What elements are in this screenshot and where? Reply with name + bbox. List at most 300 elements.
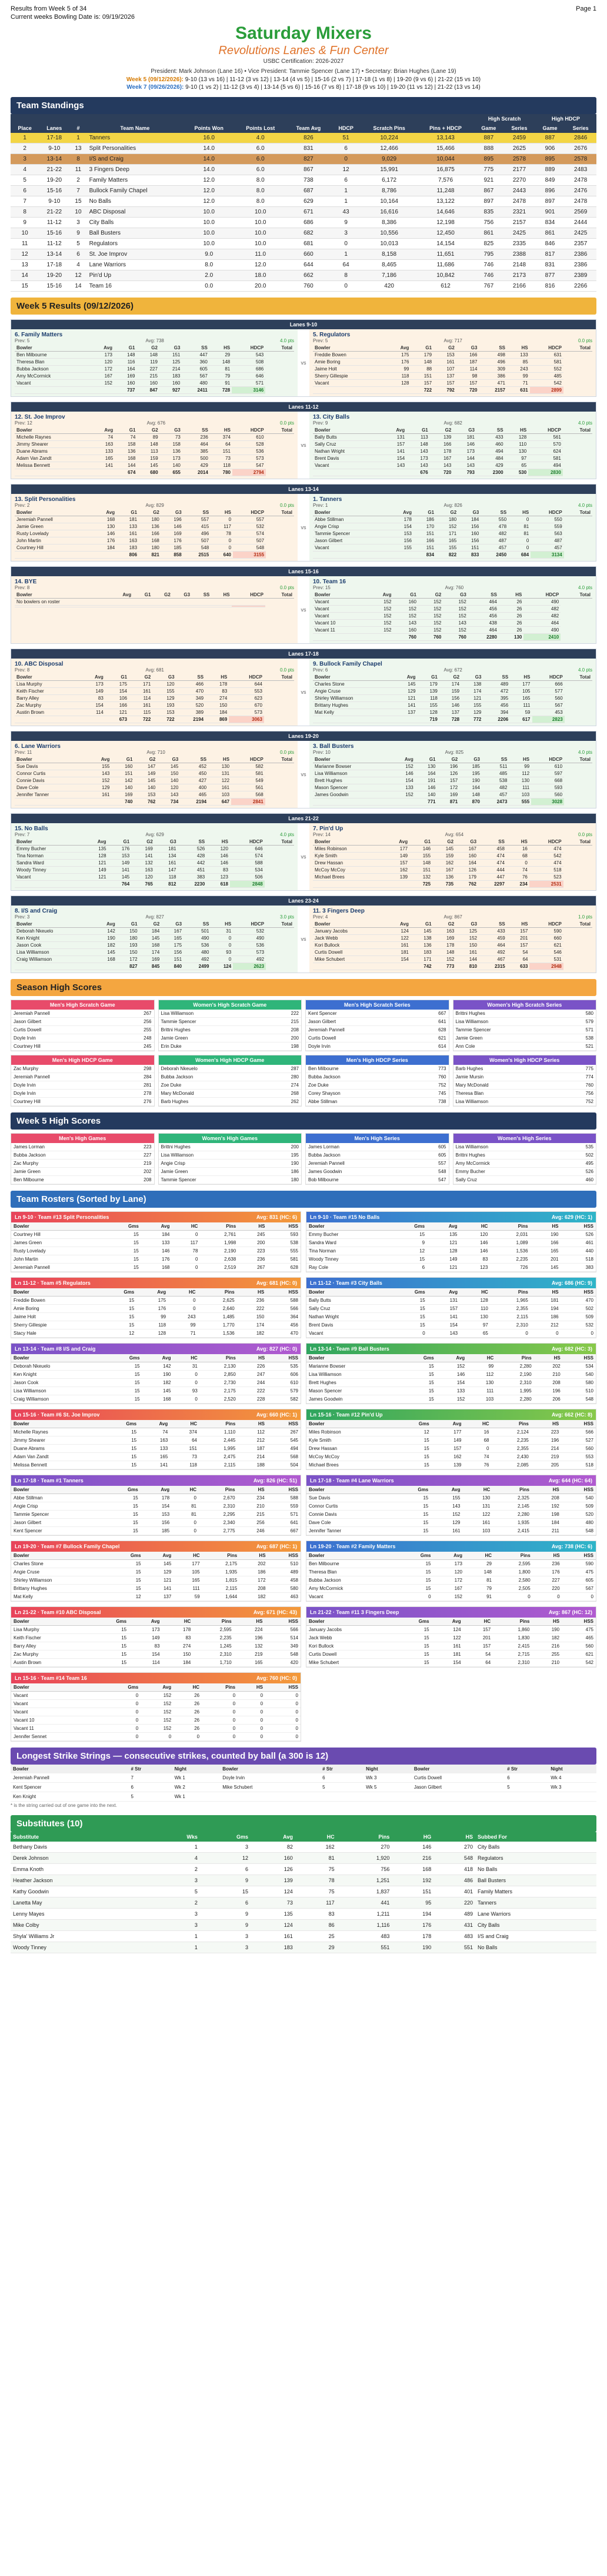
standings-cell: 671 bbox=[286, 207, 331, 218]
bowler-row bbox=[313, 867, 592, 874]
high-score-name: Jamie Green bbox=[453, 1034, 562, 1043]
lane-label: Lanes 9-10 bbox=[11, 320, 596, 329]
roster-cell: 0 bbox=[265, 1716, 301, 1725]
standings-cell: 12.0 bbox=[235, 260, 286, 270]
bowler-cell: 134 bbox=[155, 853, 178, 860]
bowler-cell: 646 bbox=[230, 846, 265, 853]
game-table bbox=[313, 509, 592, 559]
bowler-cell: 148 bbox=[406, 441, 430, 448]
game-col: G3 bbox=[159, 345, 182, 352]
team-prev: Prev: 15 bbox=[313, 585, 331, 590]
totals-label bbox=[313, 634, 366, 641]
bowler-cell: 485 bbox=[530, 373, 563, 380]
standings-cell: 10,224 bbox=[361, 133, 418, 143]
bowler-cell: 65 bbox=[505, 462, 529, 469]
standings-cell: 10 bbox=[69, 207, 86, 218]
bowler-cell: 136 bbox=[411, 942, 433, 949]
match-row bbox=[11, 823, 596, 890]
totals-cell: 130 bbox=[499, 634, 523, 641]
roster-cell: Connie Davis bbox=[306, 1511, 395, 1519]
totals-cell: 871 bbox=[438, 798, 460, 806]
sub-cell: 489 bbox=[433, 1909, 475, 1920]
week7-lanes: Week 7 (09/26/2026): 9-10 (1 vs 2) | 11-12 (3 vs 4) | 13-14 (5 vs 6) | 15-16 (7 vs 8) | 17-18 (9 vs 10) | 19-20 (11 vs 12) | 21-22 (13 vs 14) bbox=[126, 84, 481, 91]
bowler-cell: 173 bbox=[90, 352, 114, 359]
game-col: G1 bbox=[115, 427, 137, 434]
game-col: G3 bbox=[453, 427, 476, 434]
roster-col: Avg bbox=[433, 1552, 465, 1560]
roster-col: Avg bbox=[142, 1354, 174, 1362]
bowler-cell: 433 bbox=[476, 434, 505, 441]
bowler-cell: 686 bbox=[232, 366, 265, 373]
roster-card bbox=[306, 1211, 596, 1272]
roster-cell: Ken Knight bbox=[11, 1371, 107, 1379]
game-col: G3 bbox=[157, 756, 180, 763]
standings-cell: 5 bbox=[69, 239, 86, 249]
bowler-cell: 148 bbox=[137, 441, 159, 448]
roster-col: Gms bbox=[107, 1354, 142, 1362]
roster-cell: Melissa Bennett bbox=[11, 1461, 104, 1469]
bowler-cell: 466 bbox=[176, 681, 205, 688]
totals-label bbox=[313, 552, 389, 559]
roster-cell: 463 bbox=[268, 1593, 301, 1601]
high-score-row bbox=[159, 1143, 302, 1151]
bowler-cell: 496 bbox=[184, 530, 211, 537]
roster-table bbox=[11, 1486, 301, 1535]
bowler-cell: 145 bbox=[137, 462, 159, 469]
roster-cell: Mason Spencer bbox=[306, 1387, 401, 1395]
totals-cell: 845 bbox=[139, 963, 162, 970]
game-col: Avg bbox=[366, 592, 393, 599]
roster-cell: 149 bbox=[427, 1255, 459, 1264]
standings-cell: 2357 bbox=[565, 239, 596, 249]
subs-col: Wks bbox=[152, 1832, 199, 1842]
game-col: G1 bbox=[415, 756, 438, 763]
bowler-cell: 172 bbox=[90, 366, 114, 373]
standings-header-row bbox=[11, 123, 596, 133]
bowler-cell: 166 bbox=[139, 530, 161, 537]
game-col: Avg bbox=[90, 345, 114, 352]
roster-header bbox=[306, 1212, 596, 1222]
totals-cell: 530 bbox=[505, 469, 529, 476]
high-score-row bbox=[453, 1081, 596, 1090]
sub-cell: 29 bbox=[295, 1942, 337, 1953]
roster-cell: 215 bbox=[238, 1511, 267, 1519]
high-score-value: 775 bbox=[560, 1065, 596, 1073]
bowler-cell: 118 bbox=[418, 695, 439, 702]
bowler-cell: 170 bbox=[413, 523, 436, 530]
high-score-value: 521 bbox=[562, 1043, 596, 1051]
roster-row bbox=[11, 1585, 301, 1593]
roster-cell: Michael Brees bbox=[306, 1461, 395, 1469]
bowler-cell: 167 bbox=[430, 455, 453, 462]
bowler-cell: 136 bbox=[160, 448, 182, 455]
game-col: SS bbox=[476, 427, 505, 434]
roster-cell: 157 bbox=[428, 1305, 460, 1313]
roster-cell: Theresa Blan bbox=[306, 1568, 398, 1576]
bowler-cell: 161 bbox=[87, 791, 112, 798]
roster-cell: 726 bbox=[490, 1264, 530, 1272]
bowler-row bbox=[313, 949, 592, 956]
strike-cell: 5 bbox=[505, 1783, 548, 1792]
standings-cell: 2157 bbox=[503, 218, 535, 228]
bowler-row bbox=[313, 681, 592, 688]
roster-cell: 267 bbox=[238, 1264, 267, 1272]
bowler-cell: Jason Gilbert bbox=[313, 537, 389, 544]
totals-cell: 633 bbox=[507, 963, 530, 970]
roster-cell: 2,235 bbox=[490, 1255, 530, 1264]
roster-cell: 172 bbox=[433, 1576, 465, 1585]
roster-cell: 246 bbox=[238, 1527, 267, 1535]
game-col: G1 bbox=[411, 921, 433, 928]
standings-cell: 8 bbox=[11, 207, 39, 218]
high-score-value: 222 bbox=[267, 1010, 301, 1018]
bowler-cell: 494 bbox=[476, 448, 505, 455]
bowler-cell: Ken Knight bbox=[15, 935, 93, 942]
bowler-cell: 54 bbox=[507, 949, 530, 956]
roster-lane: Ln 19-20 · Team #2 bbox=[310, 1543, 357, 1549]
standings-row bbox=[11, 175, 596, 186]
game-col: G1 bbox=[112, 756, 135, 763]
bowler-cell: 151 bbox=[458, 544, 481, 552]
roster-cell: 2,190 bbox=[496, 1371, 533, 1379]
bowler-cell: 179 bbox=[455, 874, 478, 881]
bowler-cell: 508 bbox=[232, 359, 265, 366]
roster-header bbox=[11, 1278, 301, 1288]
roster-cell: 0 bbox=[464, 1445, 492, 1453]
roster-col: Pins bbox=[198, 1288, 237, 1297]
roster-cell: Marianne Bowser bbox=[306, 1362, 401, 1371]
bowler-cell: 0 bbox=[211, 537, 233, 544]
bowler-cell: 114 bbox=[80, 709, 105, 716]
roster-col: HSS bbox=[561, 1222, 596, 1231]
standings-cell: 2386 bbox=[565, 260, 596, 270]
roster-cell: 2,130 bbox=[200, 1362, 238, 1371]
bowler-cell: 133 bbox=[507, 352, 530, 359]
bowler-cell: 582 bbox=[231, 763, 265, 770]
sub-cell: 1 bbox=[152, 1942, 199, 1953]
roster-col: Avg bbox=[428, 1288, 460, 1297]
roster-cell: 154 bbox=[428, 1321, 460, 1329]
roster-col: Gms bbox=[106, 1222, 141, 1231]
roster-cell: 222 bbox=[237, 1305, 266, 1313]
team-points: 0.0 pts bbox=[578, 338, 592, 343]
game-col: Bowler bbox=[15, 756, 87, 763]
high-score-row bbox=[453, 1018, 596, 1026]
standings-cell: 2177 bbox=[503, 165, 535, 175]
bowler-cell: 185 bbox=[459, 763, 482, 770]
standings-cell: 660 bbox=[286, 249, 331, 260]
standings-cell: 4 bbox=[69, 260, 86, 270]
high-score-row bbox=[306, 1018, 449, 1026]
team-name: 3. Ball Busters bbox=[313, 743, 354, 750]
bowler-cell bbox=[232, 599, 265, 606]
totals-spacer bbox=[385, 881, 409, 888]
bowler-cell: 157 bbox=[507, 928, 530, 935]
totals-label bbox=[313, 798, 391, 806]
roster-col: HC bbox=[172, 1486, 199, 1494]
bowler-cell: 161 bbox=[129, 702, 152, 709]
totals-cell: 2473 bbox=[482, 798, 509, 806]
bowler-cell: 166 bbox=[430, 441, 453, 448]
bowler-cell: 309 bbox=[479, 366, 507, 373]
strike-cell: 6 bbox=[320, 1773, 363, 1783]
roster-table bbox=[306, 1222, 596, 1272]
team-sub bbox=[313, 585, 592, 590]
high-score-row bbox=[159, 1010, 302, 1018]
roster-cell: Jason Gilbert bbox=[11, 1519, 105, 1527]
roster-cell: 2,355 bbox=[491, 1305, 531, 1313]
roster-col: Gms bbox=[104, 1420, 139, 1428]
bowler-cell: 484 bbox=[476, 455, 505, 462]
bowler-cell: 97 bbox=[505, 455, 529, 462]
bowler-cell: 128 bbox=[386, 380, 411, 387]
roster-cell: 0 bbox=[494, 1593, 533, 1601]
roster-title bbox=[15, 1214, 109, 1220]
bowler-cell: Keith Fischer bbox=[15, 688, 80, 695]
game-col: Avg bbox=[109, 592, 134, 599]
high-score-row bbox=[11, 1081, 154, 1090]
bowler-cell: Melissa Bennett bbox=[15, 462, 91, 469]
roster-cell: 120 bbox=[460, 1231, 491, 1239]
vs-divider: vs bbox=[301, 442, 306, 448]
sub-row bbox=[11, 1853, 596, 1864]
roster-cell: 15 bbox=[105, 1519, 140, 1527]
roster-cell: Vacant bbox=[306, 1593, 398, 1601]
roster-table bbox=[306, 1420, 596, 1469]
roster-card bbox=[11, 1211, 301, 1272]
bowler-cell: 130 bbox=[93, 523, 117, 530]
bowler-cell: 573 bbox=[233, 949, 266, 956]
standings-cell: 7,186 bbox=[361, 270, 418, 281]
roster-row bbox=[11, 1264, 301, 1272]
roster-team-name: City Balls bbox=[358, 1280, 382, 1286]
roster-cell: Shirley Williamson bbox=[11, 1576, 109, 1585]
sub-cell: 178 bbox=[392, 1931, 433, 1942]
roster-row bbox=[11, 1387, 301, 1395]
roster-cell: 2,355 bbox=[492, 1445, 531, 1453]
game-col: G1 bbox=[406, 427, 430, 434]
roster-row bbox=[306, 1494, 596, 1502]
standings-cell: 662 bbox=[286, 270, 331, 281]
game-col: G2 bbox=[433, 345, 456, 352]
high-score-value: 752 bbox=[560, 1098, 596, 1106]
high-score-list bbox=[306, 1143, 449, 1184]
totals-cell: 2297 bbox=[478, 881, 506, 888]
sub-cell: 1,837 bbox=[337, 1886, 392, 1897]
game-col: G2 bbox=[436, 509, 458, 516]
bowler-cell: 121 bbox=[105, 709, 129, 716]
bowler-cell: 169 bbox=[131, 846, 155, 853]
roster-cell: 0 bbox=[104, 1700, 141, 1708]
bowler-cell: 142 bbox=[112, 777, 135, 784]
bowler-cell: 147 bbox=[155, 867, 178, 874]
subs-col: Pins bbox=[337, 1832, 392, 1842]
roster-cell: 641 bbox=[267, 1519, 301, 1527]
roster-cell: 152 bbox=[431, 1511, 462, 1519]
game-col: SS bbox=[184, 509, 211, 516]
high-score-value: 547 bbox=[415, 1176, 449, 1184]
roster-header-row bbox=[11, 1354, 301, 1362]
roster-cell: 15 bbox=[105, 1511, 140, 1519]
game-col: G2 bbox=[131, 838, 155, 846]
roster-title bbox=[15, 1675, 87, 1681]
roster-cell: Jaime Holt bbox=[11, 1313, 101, 1321]
roster-col: Avg bbox=[431, 1486, 462, 1494]
standings-cell: 6 bbox=[69, 249, 86, 260]
bowler-row bbox=[313, 523, 592, 530]
bowler-cell: 450 bbox=[180, 770, 208, 777]
bowler-row bbox=[313, 777, 592, 784]
sub-cell: 418 bbox=[433, 1864, 475, 1875]
bowler-cell: 106 bbox=[105, 695, 129, 702]
bowler-cell: 150 bbox=[157, 770, 180, 777]
roster-cell: 228 bbox=[238, 1395, 268, 1404]
game-col: G2 bbox=[418, 592, 443, 599]
roster-cell: Vacant bbox=[11, 1700, 104, 1708]
roster-cell: 64 bbox=[463, 1659, 493, 1667]
bowler-cell: 172 bbox=[438, 784, 460, 791]
high-score-name: Jason Gilbert bbox=[11, 1018, 121, 1026]
roster-row bbox=[306, 1519, 596, 1527]
bowler-cell: 120 bbox=[131, 874, 155, 881]
roster-col: HC bbox=[172, 1222, 200, 1231]
standings-cell: 738 bbox=[286, 175, 331, 186]
roster-cell: Connor Curtis bbox=[306, 1502, 395, 1511]
high-score-row bbox=[11, 1018, 154, 1026]
high-score-value: 460 bbox=[561, 1176, 596, 1184]
roster-row bbox=[11, 1560, 301, 1568]
standings-cell: 2166 bbox=[503, 281, 535, 292]
roster-row bbox=[306, 1445, 596, 1453]
totals-cell: 773 bbox=[433, 963, 456, 970]
high-score-value: 548 bbox=[415, 1168, 449, 1176]
high-score-name: Kent Spencer bbox=[306, 1010, 415, 1018]
high-score-row bbox=[306, 1151, 449, 1160]
bowler-cell: 568 bbox=[231, 791, 265, 798]
game-col: G2 bbox=[439, 674, 461, 681]
bowler-cell: 561 bbox=[528, 434, 563, 441]
game-col: G3 bbox=[459, 756, 482, 763]
subs-col: Gms bbox=[200, 1832, 251, 1842]
roster-cell: 0 bbox=[174, 1379, 200, 1387]
bowler-cell: 59 bbox=[510, 709, 532, 716]
bowler-cell: Kori Bullock bbox=[313, 942, 386, 949]
high-score-row bbox=[306, 1090, 449, 1098]
bowler-row bbox=[313, 359, 592, 366]
bowler-cell: 176 bbox=[161, 537, 184, 544]
game-col: SS bbox=[483, 674, 510, 681]
roster-cell: 15 bbox=[104, 1436, 139, 1445]
strike-cell: Wk 2 bbox=[172, 1783, 221, 1792]
high-score-name: Angie Crisp bbox=[159, 1160, 268, 1168]
high-score-row bbox=[306, 1168, 449, 1176]
bowler-cell: 163 bbox=[433, 928, 456, 935]
high-score-row bbox=[306, 1043, 449, 1051]
strike-strings-table bbox=[11, 1765, 596, 1802]
roster-cell: 65 bbox=[460, 1329, 491, 1338]
game-col: G2 bbox=[152, 592, 172, 599]
strike-cell: 6 bbox=[129, 1783, 172, 1792]
sub-cell: 78 bbox=[295, 1875, 337, 1886]
bowler-cell: 152 bbox=[443, 606, 468, 613]
sub-cell: 135 bbox=[251, 1909, 295, 1920]
roster-title bbox=[310, 1412, 383, 1418]
bowler-cell: Dave Cole bbox=[15, 784, 87, 791]
standings-row bbox=[11, 239, 596, 249]
roster-col: HC bbox=[465, 1552, 494, 1560]
bowler-cell: 442 bbox=[178, 860, 207, 867]
bowler-cell: 151 bbox=[409, 867, 432, 874]
game-col: Total bbox=[565, 674, 592, 681]
vs-divider: vs bbox=[301, 360, 306, 366]
totals-cell bbox=[211, 606, 231, 607]
team-side bbox=[11, 741, 298, 808]
subs-title: Substitutes (10) bbox=[11, 1815, 596, 1832]
high-score-name: Brittni Hughes bbox=[159, 1143, 268, 1151]
roster-table bbox=[306, 1552, 596, 1601]
bowler-cell: 668 bbox=[531, 777, 564, 784]
roster-cell: 0 bbox=[174, 1395, 200, 1404]
bowler-cell: 180 bbox=[139, 516, 161, 523]
team-side bbox=[309, 741, 596, 808]
roster-cell: 91 bbox=[465, 1593, 494, 1601]
bowler-cell: 149 bbox=[83, 867, 108, 874]
standings-cell: No Balls bbox=[87, 196, 184, 207]
bowler-cell: 178 bbox=[389, 516, 413, 523]
roster-col: HC bbox=[463, 1486, 493, 1494]
roster-cell: 15 bbox=[395, 1445, 432, 1453]
standings-cell: 9 bbox=[69, 228, 86, 239]
roster-cell: Bally Butts bbox=[306, 1297, 391, 1305]
bowler-cell: 74 bbox=[506, 867, 529, 874]
roster-cell: 2,850 bbox=[200, 1371, 238, 1379]
bowler-cell: 474 bbox=[478, 860, 506, 867]
high-score-value: 580 bbox=[562, 1010, 596, 1018]
totals-cell: 833 bbox=[458, 552, 481, 559]
bowler-row bbox=[313, 613, 592, 620]
vs-divider: vs bbox=[301, 607, 306, 613]
roster-header bbox=[11, 1212, 301, 1222]
bowler-cell: 156 bbox=[439, 695, 461, 702]
bowler-cell: Brent Davis bbox=[313, 455, 382, 462]
roster-cell: 196 bbox=[534, 1387, 563, 1395]
sub-cell: 83 bbox=[295, 1909, 337, 1920]
rosters-title: Team Rosters (Sorted by Lane) bbox=[11, 1191, 596, 1208]
roster-row bbox=[11, 1692, 301, 1700]
game-table bbox=[15, 674, 294, 723]
roster-col: Gms bbox=[105, 1486, 140, 1494]
sub-cell: 73 bbox=[251, 1897, 295, 1909]
strike-cell: Jeremiah Pannell bbox=[11, 1773, 129, 1783]
roster-row bbox=[11, 1511, 301, 1519]
standings-cell: 10.0 bbox=[235, 218, 286, 228]
bowler-cell: Jason Cook bbox=[15, 942, 93, 949]
high-score-row bbox=[453, 1160, 596, 1168]
strike-cell: Wk 1 bbox=[172, 1792, 221, 1802]
bowler-cell: 178 bbox=[430, 448, 453, 455]
bowler-cell: 169 bbox=[438, 791, 460, 798]
roster-col: Pins bbox=[200, 1222, 238, 1231]
high-score-card-title: Women's High HDCP Game bbox=[159, 1055, 302, 1065]
bowler-cell: 146 bbox=[206, 853, 230, 860]
bowler-cell: 172 bbox=[117, 956, 139, 963]
bowler-cell: 157 bbox=[411, 380, 433, 387]
bowler-cell: 546 bbox=[529, 949, 563, 956]
high-score-row bbox=[453, 1034, 596, 1043]
high-score-value: 267 bbox=[121, 1010, 154, 1018]
standings-cell: 9 bbox=[331, 218, 361, 228]
bowler-cell: 464 bbox=[479, 942, 507, 949]
